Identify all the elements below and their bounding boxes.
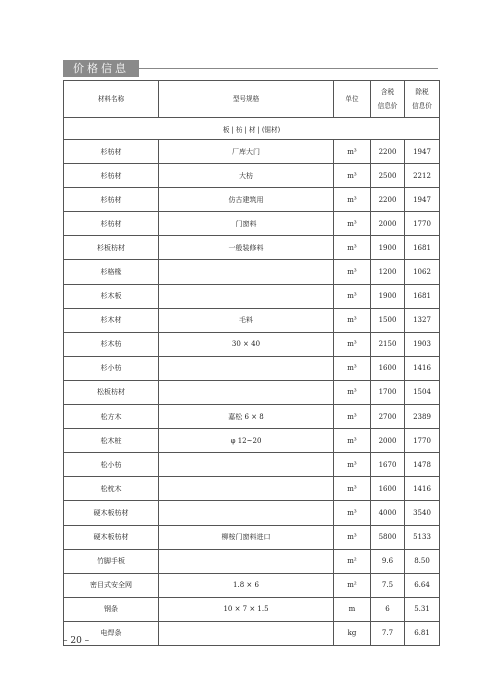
cell-tax-inclusive-price: 2000 bbox=[371, 212, 405, 236]
table-row bbox=[64, 260, 440, 284]
cell-spec bbox=[159, 477, 334, 501]
cell-spec bbox=[159, 621, 334, 645]
cell-material-name: 松小枋 bbox=[64, 453, 159, 477]
cell-material-name: 松板枋材 bbox=[64, 380, 159, 404]
cell-unit: m³ bbox=[334, 212, 371, 236]
cell-tax-inclusive-price: 1500 bbox=[371, 308, 405, 332]
cell-material-name: 松方木 bbox=[64, 405, 159, 429]
cell-tax-inclusive-price: 1600 bbox=[371, 477, 405, 501]
cell-material-name: 杉格椽 bbox=[64, 260, 159, 284]
cell-spec: 大枋 bbox=[159, 164, 334, 188]
cell-spec bbox=[159, 501, 334, 525]
cell-spec: 一般装修料 bbox=[159, 236, 334, 260]
cell-tax-inclusive-price: 1200 bbox=[371, 260, 405, 284]
cell-spec: 仿古建筑用 bbox=[159, 188, 334, 212]
cell-tax-exclusive-price: 1327 bbox=[405, 308, 440, 332]
cell-unit: m³ bbox=[334, 453, 371, 477]
cell-unit: kg bbox=[334, 621, 371, 645]
cell-unit: m³ bbox=[334, 429, 371, 453]
cell-tax-exclusive-price: 1903 bbox=[405, 332, 440, 356]
section-title: 板 | 枋 | 材 | (锯材) bbox=[64, 118, 440, 140]
header-tax-inclusive-line2: 信息价 bbox=[377, 102, 398, 110]
cell-tax-inclusive-price: 1900 bbox=[371, 236, 405, 260]
table-row bbox=[64, 356, 440, 380]
header-material-name: 材料名称 bbox=[64, 81, 159, 118]
cell-tax-exclusive-price: 2212 bbox=[405, 164, 440, 188]
cell-tax-inclusive-price: 1670 bbox=[371, 453, 405, 477]
cell-tax-inclusive-price: 1700 bbox=[371, 380, 405, 404]
cell-tax-exclusive-price: 1478 bbox=[405, 453, 440, 477]
cell-tax-exclusive-price: 1062 bbox=[405, 260, 440, 284]
cell-material-name: 钢条 bbox=[64, 597, 159, 621]
cell-tax-inclusive-price: 7.5 bbox=[371, 573, 405, 597]
cell-tax-inclusive-price: 2700 bbox=[371, 405, 405, 429]
cell-material-name: 杉板枋材 bbox=[64, 236, 159, 260]
cell-spec bbox=[159, 549, 334, 573]
table-row bbox=[64, 525, 440, 549]
cell-tax-inclusive-price: 1900 bbox=[371, 284, 405, 308]
cell-spec: 30 × 40 bbox=[159, 332, 334, 356]
cell-unit: m³ bbox=[334, 332, 371, 356]
cell-unit: m³ bbox=[334, 188, 371, 212]
cell-tax-exclusive-price: 6.64 bbox=[405, 573, 440, 597]
cell-material-name: 杉枋材 bbox=[64, 188, 159, 212]
cell-tax-inclusive-price: 6 bbox=[371, 597, 405, 621]
table-row bbox=[64, 429, 440, 453]
cell-unit: m³ bbox=[334, 260, 371, 284]
cell-unit: m³ bbox=[334, 405, 371, 429]
cell-material-name: 杉枋材 bbox=[64, 140, 159, 164]
cell-unit: m³ bbox=[334, 236, 371, 260]
table-row bbox=[64, 380, 440, 404]
cell-tax-inclusive-price: 2000 bbox=[371, 429, 405, 453]
table-row bbox=[64, 212, 440, 236]
cell-tax-inclusive-price: 2200 bbox=[371, 188, 405, 212]
cell-spec: 10 × 7 × 1.5 bbox=[159, 597, 334, 621]
cell-unit: m³ bbox=[334, 164, 371, 188]
cell-tax-exclusive-price: 8.50 bbox=[405, 549, 440, 573]
table-row bbox=[64, 549, 440, 573]
table-row bbox=[64, 477, 440, 501]
table-row bbox=[64, 332, 440, 356]
table-row bbox=[64, 453, 440, 477]
cell-tax-inclusive-price: 9.6 bbox=[371, 549, 405, 573]
cell-unit: m² bbox=[334, 549, 371, 573]
table-row bbox=[64, 597, 440, 621]
cell-material-name: 杉枋材 bbox=[64, 212, 159, 236]
cell-tax-inclusive-price: 2200 bbox=[371, 140, 405, 164]
section-row bbox=[64, 118, 440, 140]
cell-material-name: 竹脚手板 bbox=[64, 549, 159, 573]
header-tax-inclusive-line1: 含税 bbox=[380, 88, 395, 96]
cell-spec bbox=[159, 380, 334, 404]
cell-unit: m² bbox=[334, 573, 371, 597]
table-row bbox=[64, 188, 440, 212]
page-number: – 20 – bbox=[63, 636, 90, 646]
cell-unit: m³ bbox=[334, 525, 371, 549]
cell-tax-exclusive-price: 5.31 bbox=[405, 597, 440, 621]
cell-unit: m³ bbox=[334, 501, 371, 525]
banner-divider bbox=[139, 68, 438, 69]
cell-material-name: 密目式安全网 bbox=[64, 573, 159, 597]
cell-material-name: 松枕木 bbox=[64, 477, 159, 501]
cell-spec: 厂库大门 bbox=[159, 140, 334, 164]
table-row bbox=[64, 573, 440, 597]
cell-tax-inclusive-price: 2150 bbox=[371, 332, 405, 356]
cell-unit: m³ bbox=[334, 284, 371, 308]
section-banner: 价格信息 bbox=[63, 60, 139, 77]
header-tax-exclusive-line1: 除税 bbox=[415, 88, 429, 96]
cell-spec: φ 12~20 bbox=[159, 429, 334, 453]
cell-spec bbox=[159, 260, 334, 284]
cell-spec bbox=[159, 356, 334, 380]
cell-material-name: 松木桩 bbox=[64, 429, 159, 453]
cell-material-name: 杉木材 bbox=[64, 308, 159, 332]
cell-tax-inclusive-price: 7.7 bbox=[371, 621, 405, 645]
header-spec: 型号规格 bbox=[159, 81, 334, 118]
cell-unit: m³ bbox=[334, 356, 371, 380]
table-header-row bbox=[64, 81, 440, 118]
cell-material-name: 杉木枋 bbox=[64, 332, 159, 356]
cell-spec bbox=[159, 453, 334, 477]
table-row bbox=[64, 308, 440, 332]
cell-tax-exclusive-price: 6.81 bbox=[405, 621, 440, 645]
header-unit: 单位 bbox=[334, 81, 371, 118]
cell-tax-exclusive-price: 2389 bbox=[405, 405, 440, 429]
cell-spec: 门窗料 bbox=[159, 212, 334, 236]
cell-spec: 毛料 bbox=[159, 308, 334, 332]
cell-material-name: 杉枋材 bbox=[64, 164, 159, 188]
cell-tax-exclusive-price: 1681 bbox=[405, 236, 440, 260]
cell-tax-exclusive-price: 1416 bbox=[405, 477, 440, 501]
table-row bbox=[64, 284, 440, 308]
cell-spec: 嘉松 6 × 8 bbox=[159, 405, 334, 429]
header-tax-inclusive-price bbox=[371, 81, 405, 118]
cell-material-name: 硬木板枋材 bbox=[64, 525, 159, 549]
cell-material-name: 杉木板 bbox=[64, 284, 159, 308]
table-row bbox=[64, 621, 440, 645]
cell-tax-inclusive-price: 2500 bbox=[371, 164, 405, 188]
cell-tax-inclusive-price: 5800 bbox=[371, 525, 405, 549]
cell-unit: m³ bbox=[334, 140, 371, 164]
cell-spec: 1.8 × 6 bbox=[159, 573, 334, 597]
table-row bbox=[64, 164, 440, 188]
table-body bbox=[64, 118, 440, 646]
cell-spec bbox=[159, 284, 334, 308]
cell-spec: 柳桉门窗料进口 bbox=[159, 525, 334, 549]
cell-tax-exclusive-price: 1504 bbox=[405, 380, 440, 404]
cell-tax-exclusive-price: 3540 bbox=[405, 501, 440, 525]
cell-tax-exclusive-price: 1770 bbox=[405, 212, 440, 236]
header-tax-exclusive-line2: 信息价 bbox=[412, 102, 432, 110]
cell-tax-exclusive-price: 1681 bbox=[405, 284, 440, 308]
cell-unit: m³ bbox=[334, 477, 371, 501]
cell-material-name: 电焊条 bbox=[64, 621, 159, 645]
cell-tax-exclusive-price: 5133 bbox=[405, 525, 440, 549]
cell-material-name: 杉小枋 bbox=[64, 356, 159, 380]
cell-tax-exclusive-price: 1947 bbox=[405, 140, 440, 164]
cell-material-name: 硬木板枋材 bbox=[64, 501, 159, 525]
cell-tax-exclusive-price: 1416 bbox=[405, 356, 440, 380]
cell-unit: m bbox=[334, 597, 371, 621]
cell-tax-exclusive-price: 1770 bbox=[405, 429, 440, 453]
table-row bbox=[64, 140, 440, 164]
header-tax-exclusive-price bbox=[405, 81, 440, 118]
table-row bbox=[64, 236, 440, 260]
cell-tax-exclusive-price: 1947 bbox=[405, 188, 440, 212]
table-row bbox=[64, 501, 440, 525]
table-row bbox=[64, 405, 440, 429]
cell-unit: m³ bbox=[334, 380, 371, 404]
cell-tax-inclusive-price: 1600 bbox=[371, 356, 405, 380]
cell-unit: m³ bbox=[334, 308, 371, 332]
price-info-table bbox=[63, 80, 440, 646]
cell-tax-inclusive-price: 4000 bbox=[371, 501, 405, 525]
